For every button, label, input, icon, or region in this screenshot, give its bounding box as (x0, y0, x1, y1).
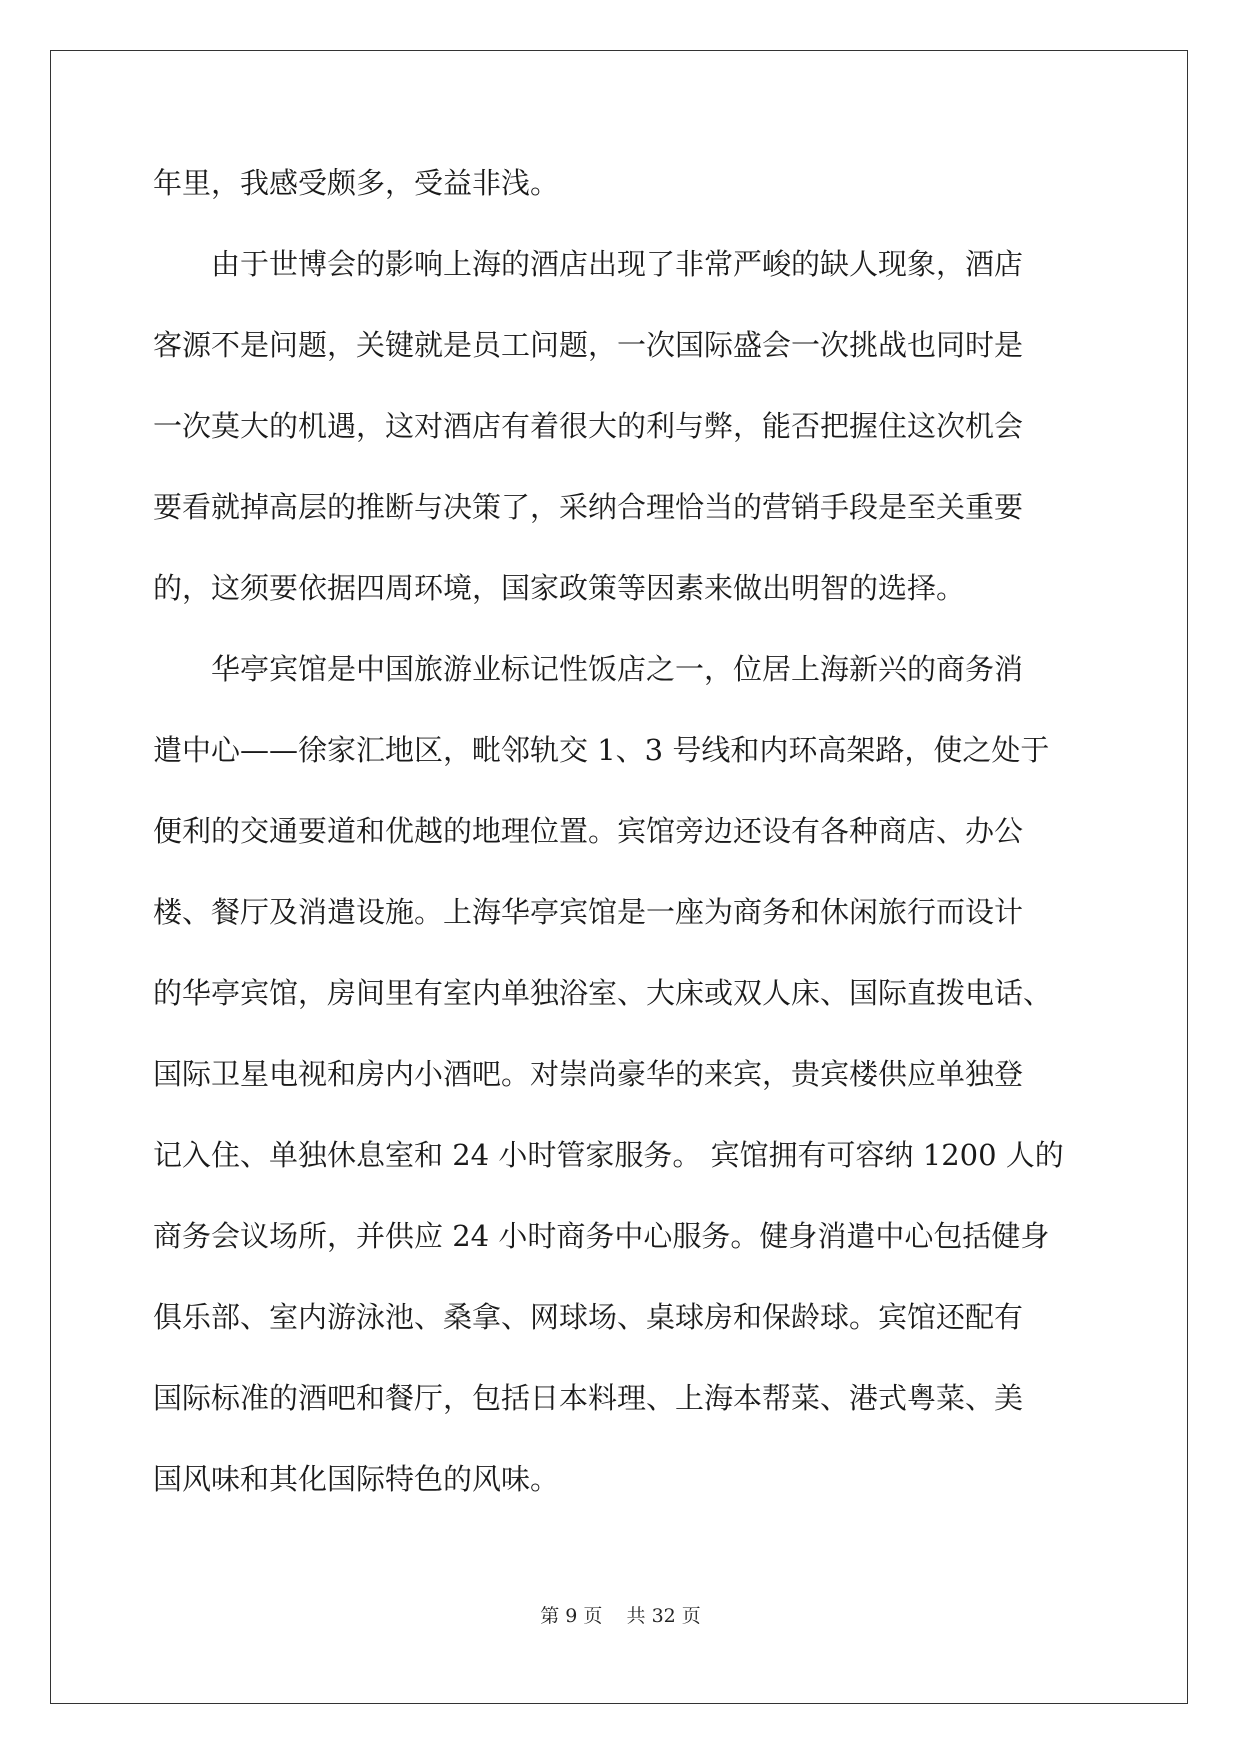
text-line: 由于世博会的影响上海的酒店出现了非常严峻的缺人现象，酒店 (153, 247, 1024, 281)
paragraph-2 (153, 244, 1093, 649)
text-line: 年里，我感受颇多，受益非浅。 (153, 166, 560, 200)
document-body (153, 163, 1093, 1540)
text-line: 一次莫大的机遇，这对酒店有着很大的利与弊，能否把握住这次机会 (153, 409, 1024, 443)
page-number-footer: 第 9 页 共 32 页 (540, 1605, 701, 1627)
paragraph-3 (153, 649, 1093, 1540)
text-line: 国风味和其化国际特色的风味。 (153, 1462, 560, 1496)
text-line: 楼、餐厅及消遣设施。上海华亭宾馆是一座为商务和休闲旅行而设计 (153, 895, 1024, 929)
text-line: 的，这须要依据四周环境，国家政策等因素来做出明智的选择。 (153, 571, 966, 605)
text-line: 记入住、单独休息室和 24 小时管家服务。 宾馆拥有可容纳 1200 人的 (153, 1138, 1064, 1172)
text-line: 要看就掉高层的推断与决策了，采纳合理恰当的营销手段是至关重要 (153, 490, 1024, 524)
text-line: 遣中心——徐家汇地区，毗邻轨交 1、3 号线和内环高架路，使之处于 (153, 733, 1050, 767)
text-line: 华亭宾馆是中国旅游业标记性饭店之一，位居上海新兴的商务消 (153, 652, 1024, 686)
text-line: 国际卫星电视和房内小酒吧。对崇尚豪华的来宾，贵宾楼供应单独登 (153, 1057, 1024, 1091)
text-line: 客源不是问题，关键就是员工问题，一次国际盛会一次挑战也同时是 (153, 328, 1024, 362)
text-line: 的华亭宾馆，房间里有室内单独浴室、大床或双人床、国际直拨电话、 (153, 976, 1053, 1010)
text-line: 便利的交通要道和优越的地理位置。宾馆旁边还设有各种商店、办公 (153, 814, 1024, 848)
text-line: 国际标准的酒吧和餐厅，包括日本料理、上海本帮菜、港式粤菜、美 (153, 1381, 1024, 1415)
text-line: 商务会议场所，并供应 24 小时商务中心服务。健身消遣中心包括健身 (153, 1219, 1050, 1253)
paragraph-1 (153, 163, 1093, 244)
text-line: 俱乐部、室内游泳池、桑拿、网球场、桌球房和保龄球。宾馆还配有 (153, 1300, 1024, 1334)
